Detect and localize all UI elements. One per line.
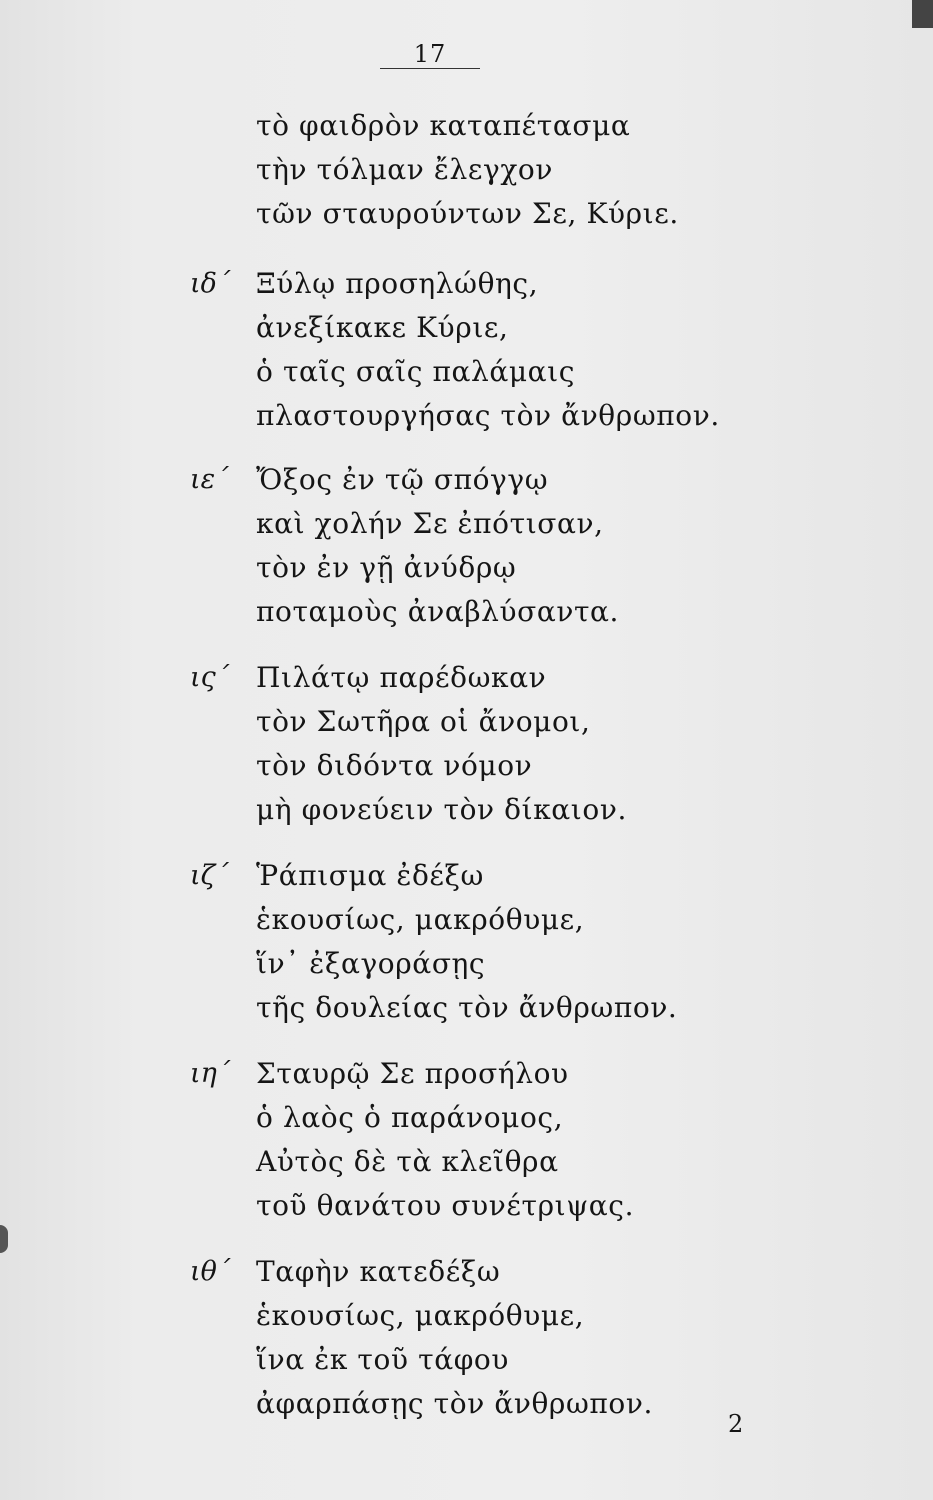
verse-line: ὁ λαὸς ὁ παράνομος, [256, 1101, 564, 1134]
verse-line: ποταμοὺς ἀναβλύσαντα. [256, 595, 620, 628]
verse-line: τῆς δουλείας τὸν ἄνθρωπον. [256, 991, 678, 1024]
binding-mark [0, 1225, 8, 1253]
verse-line: ἑκουσίως, μακρόθυμε, [256, 903, 585, 936]
verse-line: Ταφὴν κατεδέξω [256, 1255, 501, 1288]
verse-line: καὶ χολήν Σε ἐπότισαν, [256, 507, 604, 540]
verse-line: ὁ ταῖς σαῖς παλάμαις [256, 355, 576, 388]
verse-line: Σταυρῷ Σε προσήλου [256, 1057, 569, 1090]
verse-line: ἵνα ἐκ τοῦ τάφου [256, 1343, 509, 1376]
stanza-numeral: ιη΄ [190, 1058, 231, 1089]
header-rule [380, 68, 480, 69]
verse-line: Πιλάτῳ παρέδωκαν [256, 661, 547, 694]
scan-edge-mark [912, 0, 933, 28]
verse-line: Ῥάπισμα ἐδέξω [256, 859, 484, 892]
verse-line: τοῦ θανάτου συνέτριψας. [256, 1189, 635, 1222]
signature-mark: 2 [728, 1410, 744, 1438]
stanza-numeral: ιζ΄ [190, 860, 229, 891]
verse-line: ἀφαρπάσῃς τὸν ἄνθρωπον. [256, 1387, 653, 1420]
verse-line: τὸν διδόντα νόμον [256, 749, 533, 782]
stanza-numeral: ιδ΄ [190, 268, 231, 299]
verse-line: ἀνεξίκακε Κύριε, [256, 311, 509, 344]
stanza-numeral: ις΄ [190, 662, 230, 693]
verse-line: Αὐτὸς δὲ τὰ κλεῖθρα [256, 1145, 559, 1178]
verse-line: τὸν ἐν γῇ ἀνύδρῳ [256, 551, 517, 584]
verse-line: τὴν τόλμαν ἔλεγχον [256, 153, 553, 186]
verse-line: τὸ φαιδρὸν καταπέτασμα [256, 109, 631, 142]
verse-line: μὴ φονεύειν τὸν δίκαιον. [256, 793, 627, 826]
stanza-numeral: ιθ΄ [190, 1256, 231, 1287]
verse-line: τῶν σταυρούντων Σε, Κύριε. [256, 197, 679, 230]
verse-line: Ὄξος ἐν τῷ σπόγγῳ [256, 463, 549, 496]
verse-line: ἑκουσίως, μακρόθυμε, [256, 1299, 585, 1332]
page-number: 17 [413, 40, 447, 68]
verse-line: τὸν Σωτῆρα οἱ ἄνομοι, [256, 705, 591, 738]
verse-line: Ξύλῳ προσηλώθης, [256, 267, 539, 300]
stanza-numeral: ιε΄ [190, 464, 229, 495]
verse-line: ἵν᾽ ἐξαγοράσῃς [256, 947, 486, 980]
verse-line: πλαστουργήσας τὸν ἄνθρωπον. [256, 399, 720, 432]
